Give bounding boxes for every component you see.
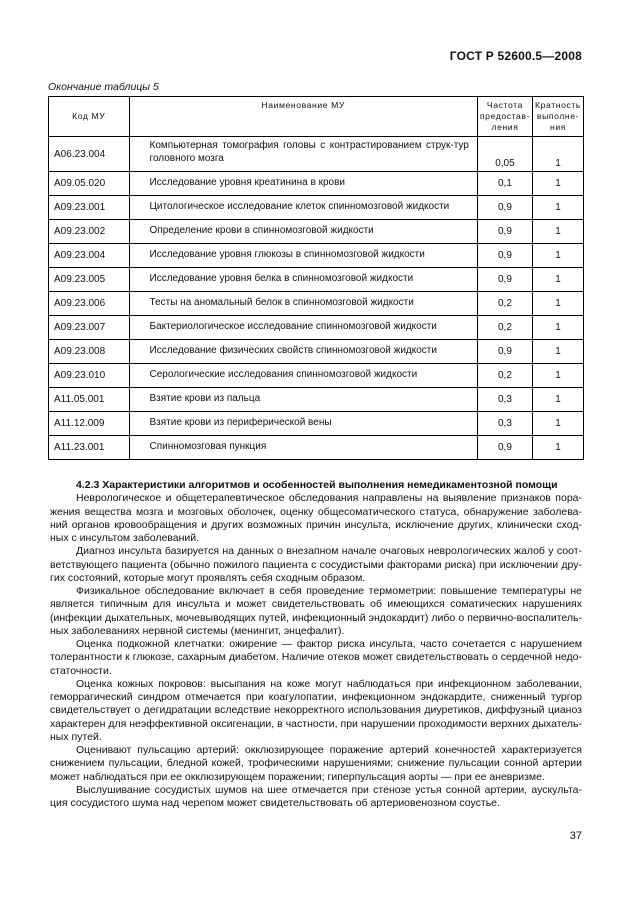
paragraph: Оценивают пульсацию артерий: окклюзирующее поражение артерий конечностей характеризуется снижением пульсации, бледной кожей, трофическими нарушениями; снижение пульсации сонной артерии может наблюдаться при ее окклюзирующем поражении; гиперпульсация аорты — при ее аневризме. — [50, 744, 582, 783]
table-row — [49, 364, 584, 388]
cell-code: A09.23.005 — [49, 268, 130, 292]
cell-name: Компьютерная томография головы с контрастированием струк-тур головного мозга — [129, 137, 477, 172]
column-header-frequency: Частота предостав-ления — [477, 97, 532, 137]
cell-frequency: 0,2 — [477, 292, 532, 316]
column-header-name: Наименование МУ — [129, 97, 477, 137]
cell-frequency: 0,9 — [477, 196, 532, 220]
cell-frequency: 0,9 — [477, 340, 532, 364]
table-row — [49, 316, 584, 340]
body-text — [50, 479, 582, 810]
cell-name: Серологические исследования спинномозговой жидкости — [129, 364, 477, 388]
cell-name: Тесты на аномальный белок в спинномозговой жидкости — [129, 292, 477, 316]
cell-code: A09.23.002 — [49, 220, 130, 244]
cell-frequency: 0,05 — [477, 137, 532, 172]
table-row — [49, 268, 584, 292]
cell-multiplicity: 1 — [533, 412, 584, 436]
paragraph: Оценка кожных покровов: высыпания на коже могут наблюдаться при инфекционном заболевании, геморрагический синдром отмечается при коагулопатии, инфекционном эндокардите, сниженный тургор свидетельствует о дегидратации вследствие некорректного использования диуретиков, диффузный цианоз характерен для неэффективной оксигенации, в частности, при нарушении проходимости верхних дыхатель-ных путей. — [50, 677, 582, 743]
cell-frequency: 0,3 — [477, 412, 532, 436]
table-header-row — [49, 97, 584, 137]
cell-name: Взятие крови из пальца — [129, 388, 477, 412]
cell-code: A09.05.020 — [49, 172, 130, 196]
table-row — [49, 137, 584, 172]
cell-multiplicity: 1 — [533, 316, 584, 340]
cell-code: A11.12.009 — [49, 412, 130, 436]
table-row — [49, 220, 584, 244]
cell-code: A09.23.004 — [49, 244, 130, 268]
cell-name: Исследование уровня глюкозы в спинномозговой жидкости — [129, 244, 477, 268]
table-row — [49, 292, 584, 316]
mu-table — [48, 96, 584, 460]
table-row — [49, 244, 584, 268]
cell-name: Цитологическое исследование клеток спинномозговой жидкости — [129, 196, 477, 220]
paragraph: Выслушивание сосудистых шумов на шее отмечается при стенозе устья сонной артерии, аускульта-ция сосудистого шума над черепом может свидетельствовать об артериовенозном соустье. — [50, 783, 582, 809]
cell-frequency: 0,9 — [477, 220, 532, 244]
cell-frequency: 0,9 — [477, 268, 532, 292]
document-header: ГОСТ Р 52600.5—2008 — [449, 49, 582, 63]
cell-frequency: 0,3 — [477, 388, 532, 412]
cell-multiplicity: 1 — [533, 388, 584, 412]
cell-multiplicity: 1 — [533, 196, 584, 220]
cell-name: Исследование физических свойств спинномозговой жидкости — [129, 340, 477, 364]
cell-multiplicity: 1 — [533, 137, 584, 172]
paragraph: Оценка подкожной клетчатки: ожирение — фактор риска инсульта, часто сочетается с нарушением толерантности к глюкозе, сахарным диабетом. Наличие отеков может свидетельствовать о сердечной недо-статочности. — [50, 638, 582, 677]
cell-multiplicity: 1 — [533, 172, 584, 196]
cell-code: A11.23.001 — [49, 436, 130, 460]
cell-multiplicity: 1 — [533, 268, 584, 292]
cell-code: A09.23.006 — [49, 292, 130, 316]
paragraph: Диагноз инсульта базируется на данных о внезапном начале очаговых неврологических жалоб у соот-ветствующего пациента (обычно пожилого пациента с сосудистыми факторами риска) при исключении дру-гих состояний, которые могут проявлять себя сходным образом. — [50, 545, 582, 584]
table-row — [49, 412, 584, 436]
cell-code: A09.23.001 — [49, 196, 130, 220]
paragraph: Физикальное обследование включает в себя проведение термометрии: повышение температуры не является типичным для инсульта и может свидетельствовать об имеющихся соматических нарушениях (инфекции дыхательных, мочевыводящих путей, инфекционный эндокардит) либо о первично-воспалитель-ных заболеваниях нервной системы (менингит, энцефалит). — [50, 585, 582, 637]
cell-multiplicity: 1 — [533, 436, 584, 460]
cell-name: Бактериологическое исследование спинномозговой жидкости — [129, 316, 477, 340]
cell-name: Исследование уровня белка в спинномозговой жидкости — [129, 268, 477, 292]
cell-code: A09.23.008 — [49, 340, 130, 364]
cell-frequency: 0,1 — [477, 172, 532, 196]
cell-name: Спинномозговая пункция — [129, 436, 477, 460]
cell-multiplicity: 1 — [533, 244, 584, 268]
cell-frequency: 0,9 — [477, 244, 532, 268]
table-caption: Окончание таблицы 5 — [48, 81, 159, 93]
cell-name: Исследование уровня креатинина в крови — [129, 172, 477, 196]
table-row — [49, 172, 584, 196]
cell-frequency: 0,2 — [477, 364, 532, 388]
cell-code: A06.23.004 — [49, 137, 130, 172]
column-header-multiplicity: Кратность выполне-ния — [533, 97, 584, 137]
cell-multiplicity: 1 — [533, 340, 584, 364]
table-row — [49, 340, 584, 364]
table-row — [49, 388, 584, 412]
cell-name: Определение крови в спинномозговой жидкости — [129, 220, 477, 244]
page-number: 37 — [569, 830, 582, 842]
cell-name: Взятие крови из периферической вены — [129, 412, 477, 436]
cell-code: A09.23.010 — [49, 364, 130, 388]
cell-code: A11.05.001 — [49, 388, 130, 412]
column-header-code: Код МУ — [49, 97, 130, 137]
section-title: 4.2.3 Характеристики алгоритмов и особенностей выполнения немедикаментозной помощи — [76, 479, 558, 491]
cell-multiplicity: 1 — [533, 220, 584, 244]
cell-frequency: 0,9 — [477, 436, 532, 460]
cell-multiplicity: 1 — [533, 364, 584, 388]
paragraph: Неврологическое и общетерапевтическое обследования направлены на выявление признаков пора-жения вещества мозга и мозговых оболочек, оценку общесоматического статуса, обнаружение заболева-ний органов кровообращения и других возможных причин инсульта, исключение других, клинически сход-ных с инсультом заболеваний. — [50, 492, 582, 544]
cell-frequency: 0,2 — [477, 316, 532, 340]
table-row — [49, 196, 584, 220]
table-row — [49, 436, 584, 460]
cell-multiplicity: 1 — [533, 292, 584, 316]
cell-code: A09.23.007 — [49, 316, 130, 340]
